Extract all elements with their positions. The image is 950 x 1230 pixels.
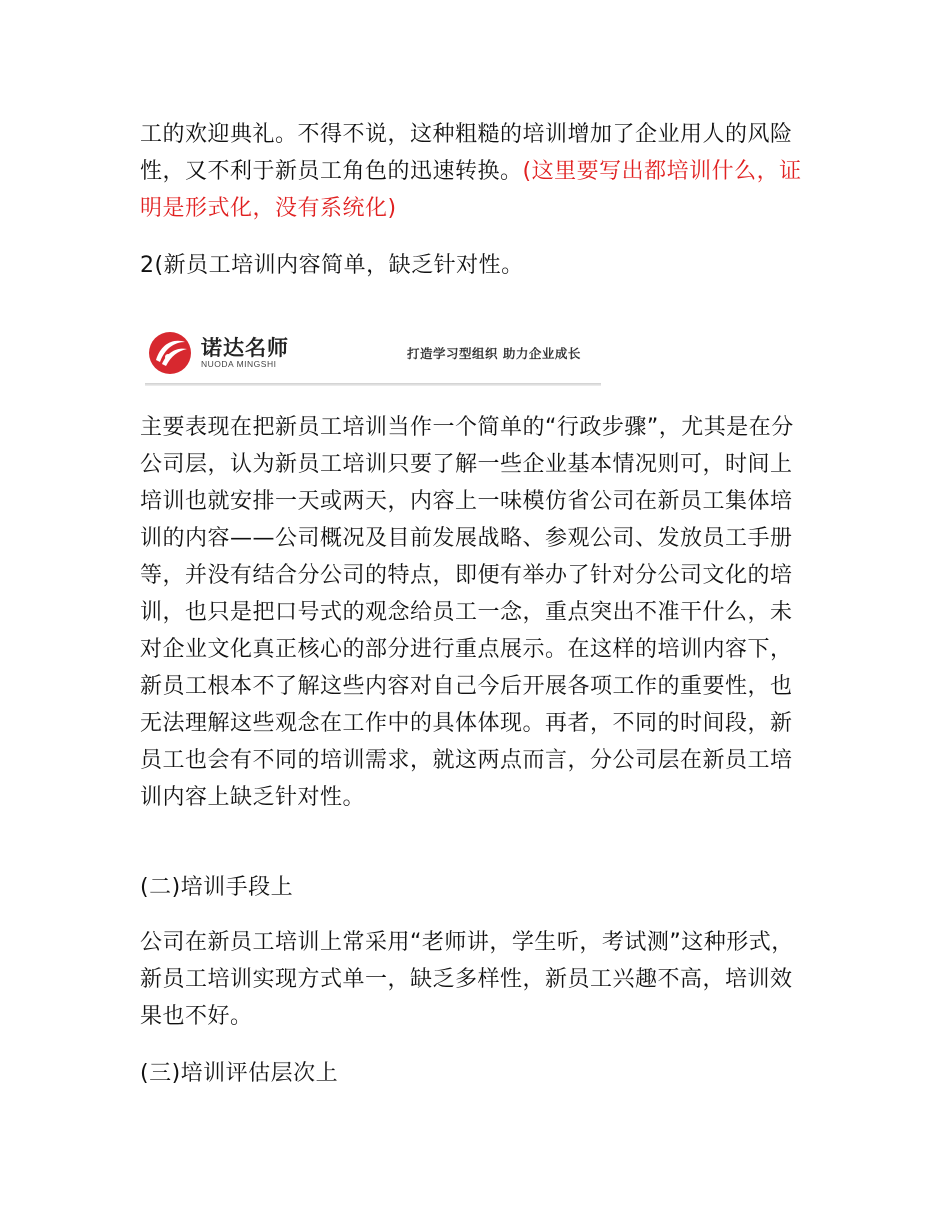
section-heading-2: 2(新员工培训内容简单，缺乏针对性。 [140,253,524,278]
brand-slogan: 打造学习型组织 助力企业成长 [407,346,581,361]
brand-name-en: NUODA MINGSHI [201,359,277,369]
paragraph-intro-text: 工的欢迎典礼。不得不说，这种粗糙的培训增加了企业用人的风险性，又不利于新员工角色的迅速转换。 [140,122,793,184]
section-heading-evaluation: (三)培训评估层次上 [140,1061,339,1086]
banner-divider [145,383,601,386]
paragraph-main: 主要表现在把新员工培训当作一个简单的“行政步骤”，尤其是在分公司层，认为新员工培训只要了解一些企业基本情况则可，时间上培训也就安排一天或两天，内容上一味模仿省公司在新员工集体培训的内容——公司概况及目前发展战略、参观公司、发放员工手册等，并没有结合分公司的特点，即便有举办了针对分公司文化的培训，也只是把口号式的观念给员工一念，重点突出不准干什么，未对企业文化真正核心的部分进行重点展示。在这样的培训内容下，新员工根本不了解这些内容对自己今后开展各项工作的重要性，也无法理解这些观念在工作中的具体体现。再者，不同的时间段，新员工也会有不同的培训需求，就这两点而言，分公司层在新员工培训内容上缺乏针对性。 [140,415,794,810]
paragraph-intro [140,116,810,227]
brand-name-cn: 诺达名师 [201,336,289,360]
section-heading-training-means: (二)培训手段上 [140,875,294,900]
nuoda-logo-icon [147,330,193,376]
editor-note-red: (这里要写出都培训什么，证明是形式化，没有系统化) [140,159,802,221]
paragraph-training-means: 公司在新员工培训上常采用“老师讲，学生听，考试测”这种形式，新员工培训实现方式单一，缺乏多样性，新员工兴趣不高，培训效果也不好。 [140,930,794,1029]
brand-banner [145,318,601,386]
